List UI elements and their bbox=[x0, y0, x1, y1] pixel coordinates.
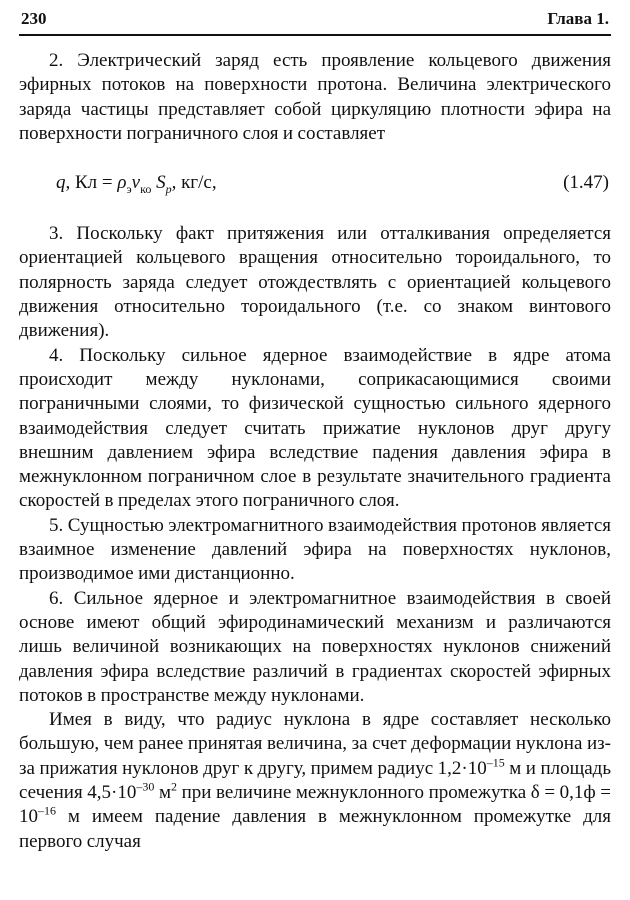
eq-v: v bbox=[131, 172, 141, 194]
eq-s-sub: p bbox=[165, 181, 172, 196]
p7-text-d: при величине межнуклонного промежутка δ = 0,1ф = 10 bbox=[19, 782, 611, 828]
paragraph-2: 2. Электрический заряд есть проявление кольцевого движения эфирных потоков на поверхности протона. Величина электрического заряда частицы представляет собой циркуляцию плотности эфира на поверхности пограничного слоя и составляет bbox=[19, 50, 611, 144]
book-page bbox=[19, 8, 611, 854]
equation-1-47 bbox=[19, 146, 611, 222]
eq-v-sub: ко bbox=[140, 181, 152, 196]
eq-s: S bbox=[156, 172, 166, 194]
header-rule bbox=[19, 34, 611, 36]
paragraph-4: 4. Поскольку сильное ядерное взаимодействие в ядре атома происходит между нуклонами, соприкасающимися своими пограничными слоями, то физической сущностью сильного ядерного взаимодействия следует считать прижатие нуклонов друг другу внешним давлением эфира вследствие падения давления эфира в межнуклонном пограничном слое в результате значительного градиента скоростей в пределах этого пограничного слоя. bbox=[19, 344, 611, 512]
p7-text-b: м и площадь сечения 4,5·10 bbox=[19, 757, 611, 804]
p7-text-e: м имеем падение давления в межнуклонном промежутке для первого случая bbox=[19, 806, 611, 852]
eq-q: q bbox=[56, 172, 66, 194]
p7-text-a: Имея в виду, что радиус нуклона в ядре составляет несколько большую, чем ранее принятая величина, за счет деформации нуклона из-за прижатия нуклонов друг к другу, примем радиус 1,2·10 bbox=[19, 709, 611, 779]
paragraph-3: 3. Поскольку факт притяжения или отталкивания определяется ориентацией кольцевого вращения относительно тороидального, то полярность заряда следует отождествлять с ориентацией кольцевого движения относительно тороидального (т.е. со знаком винтового движения). bbox=[19, 223, 611, 342]
paragraph-7 bbox=[19, 708, 611, 854]
paragraph-5: 5. Сущностью электромагнитного взаимодействия протонов является взаимное изменение давлений эфира на поверхностях нуклонов, производимое ими дистанционно. bbox=[19, 514, 611, 585]
chapter-title: Глава 1. bbox=[547, 9, 609, 28]
p7-sup-a: –15 bbox=[486, 755, 505, 770]
p7-sup-c: 2 bbox=[171, 779, 177, 794]
p7-sup-b: –30 bbox=[136, 779, 155, 794]
page-header bbox=[19, 8, 611, 30]
p7-text-c: м bbox=[154, 782, 171, 804]
page-number: 230 bbox=[21, 9, 47, 28]
eq-rho-sub: э bbox=[126, 181, 132, 196]
equation-body bbox=[56, 172, 217, 194]
equation-number: (1.47) bbox=[563, 172, 609, 194]
p7-sup-d: –16 bbox=[38, 803, 56, 818]
eq-kl: , Кл = bbox=[65, 172, 118, 194]
eq-rho: ρ bbox=[117, 172, 127, 194]
eq-units: , кг/с, bbox=[171, 172, 217, 194]
page-body bbox=[19, 49, 611, 854]
paragraph-6: 6. Сильное ядерное и электромагнитное взаимодействия в своей основе имеют общий эфиродинамический механизм и различаются лишь величиной возникающих на поверхностях нуклонов снижений давления эфира вследствие различий в градиентах скоростей эфирных потоков в пространстве между нуклонами. bbox=[19, 587, 611, 706]
